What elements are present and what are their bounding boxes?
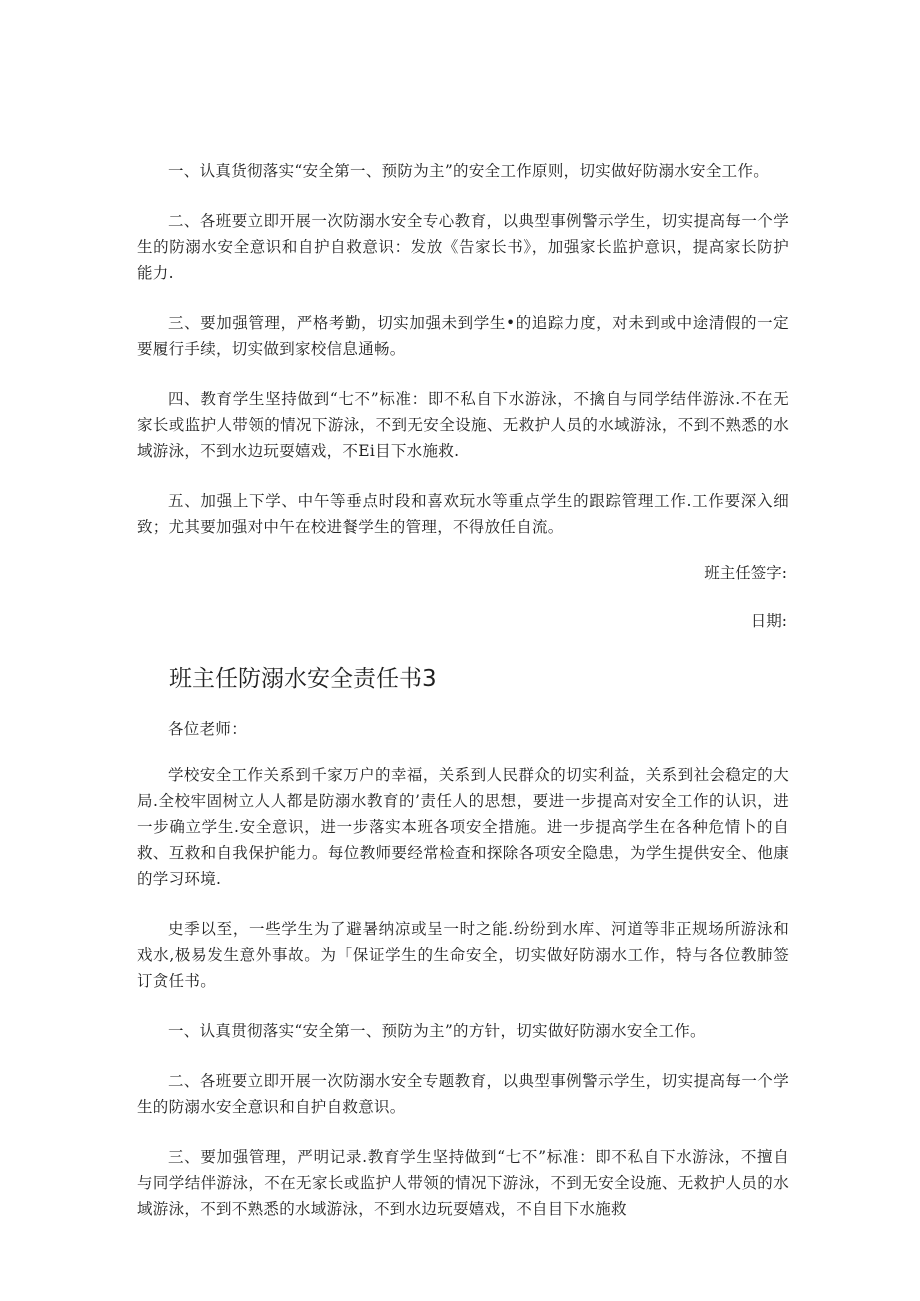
paragraph-seven-rules: 四、教育学生坚持做到“七不”标准：即不私自下水游泳，不擒自与同学结伴游泳.不在无家长或监护人带领的情况下游泳，不到无安全设施、无救护人员的水域游泳，不到不熟悉的水域游泳，不到水边玩耍嬉戏，不Ei目下水施救.: [137, 390, 789, 460]
date-label: 日期:: [750, 612, 787, 630]
paragraph-management: 三、要加强管理，严格考勤，切实加强未到学生•的追踪力度，对未到或中途清假的一定要履行手续，切实做到家校信息通畅。: [137, 314, 789, 358]
paragraph-education: 二、各班要立即开展一次防溺水安全专心教育，以典型事例警示学生，切实提高每一个学生的防溺水安全意识和自护自救意识：发放《告家长书》，加强家长监护意识，提高家长防护能力.: [137, 212, 789, 282]
paragraph-principle: 一、认真货彻落实“安全第一、预防为主”的安全工作原则，切实做好防溺水安全工作。: [168, 162, 770, 180]
paragraph-tracking: 五、加强上下学、中午等垂点时段和喜欢玩水等重点学生的跟踪管理工作.工作要深入细致；尤其要加强对中午在校进餐学生的管理，不得放任自流。: [137, 492, 789, 536]
paragraph-special-education: 二、各班要立即开展一次防溺水安全专题教育，以典型事例警示学生，切实提高每一个学生的防溺水安全意识和自护自救意识。: [137, 1072, 789, 1116]
paragraph-strict-management: 三、要加强管理，严明记录.教育学生坚持做到“七不”标准：即不私自下水游泳，不擅自与同学结伴游泳，不在无家长或监护人带领的情况下游泳，不到无安全设施、无救护人员的水域游泳，不到不熟悉的水域游泳，不到水边玩耍嬉戏，不自目下水施救: [137, 1148, 789, 1218]
paragraph-summer: 史季以至，一些学生为了避暑纳凉或呈一时之能.纷纷到水库、河道等非正规场所游泳和戏水,极易发生意外事故。为「保证学生的生命安全，切实做好防溺水工作，特与各位教肺签订贪任书。: [137, 920, 789, 990]
signature-label: 班主任签字:: [704, 564, 787, 582]
salutation: 各位老师：: [168, 720, 248, 738]
paragraph-policy: 一、认真贯彻落实“安全第一、预防为主”的方针，切实做好防溺水安全工作。: [168, 1022, 706, 1040]
document-page: [137, 158, 789, 1222]
document-title: 班主任防溺水安全责任书3: [169, 666, 437, 692]
paragraph-intro: 学校安全工作关系到千家万户的幸福，关系到人民群众的切实利益，关系到社会稳定的大局.全校牢固树立人人都是防溺水教育的’责任人的思想，要进一步提高对安全工作的认识，进一步确立学生.安全意识，进一步落实本班各项安全措施。进一步提高学生在各种危情卜的自救、互救和自我保护能力。每位教师要经常检查和探除各项安全隐患，为学生提供安全、他康的学习环境.: [137, 766, 789, 888]
